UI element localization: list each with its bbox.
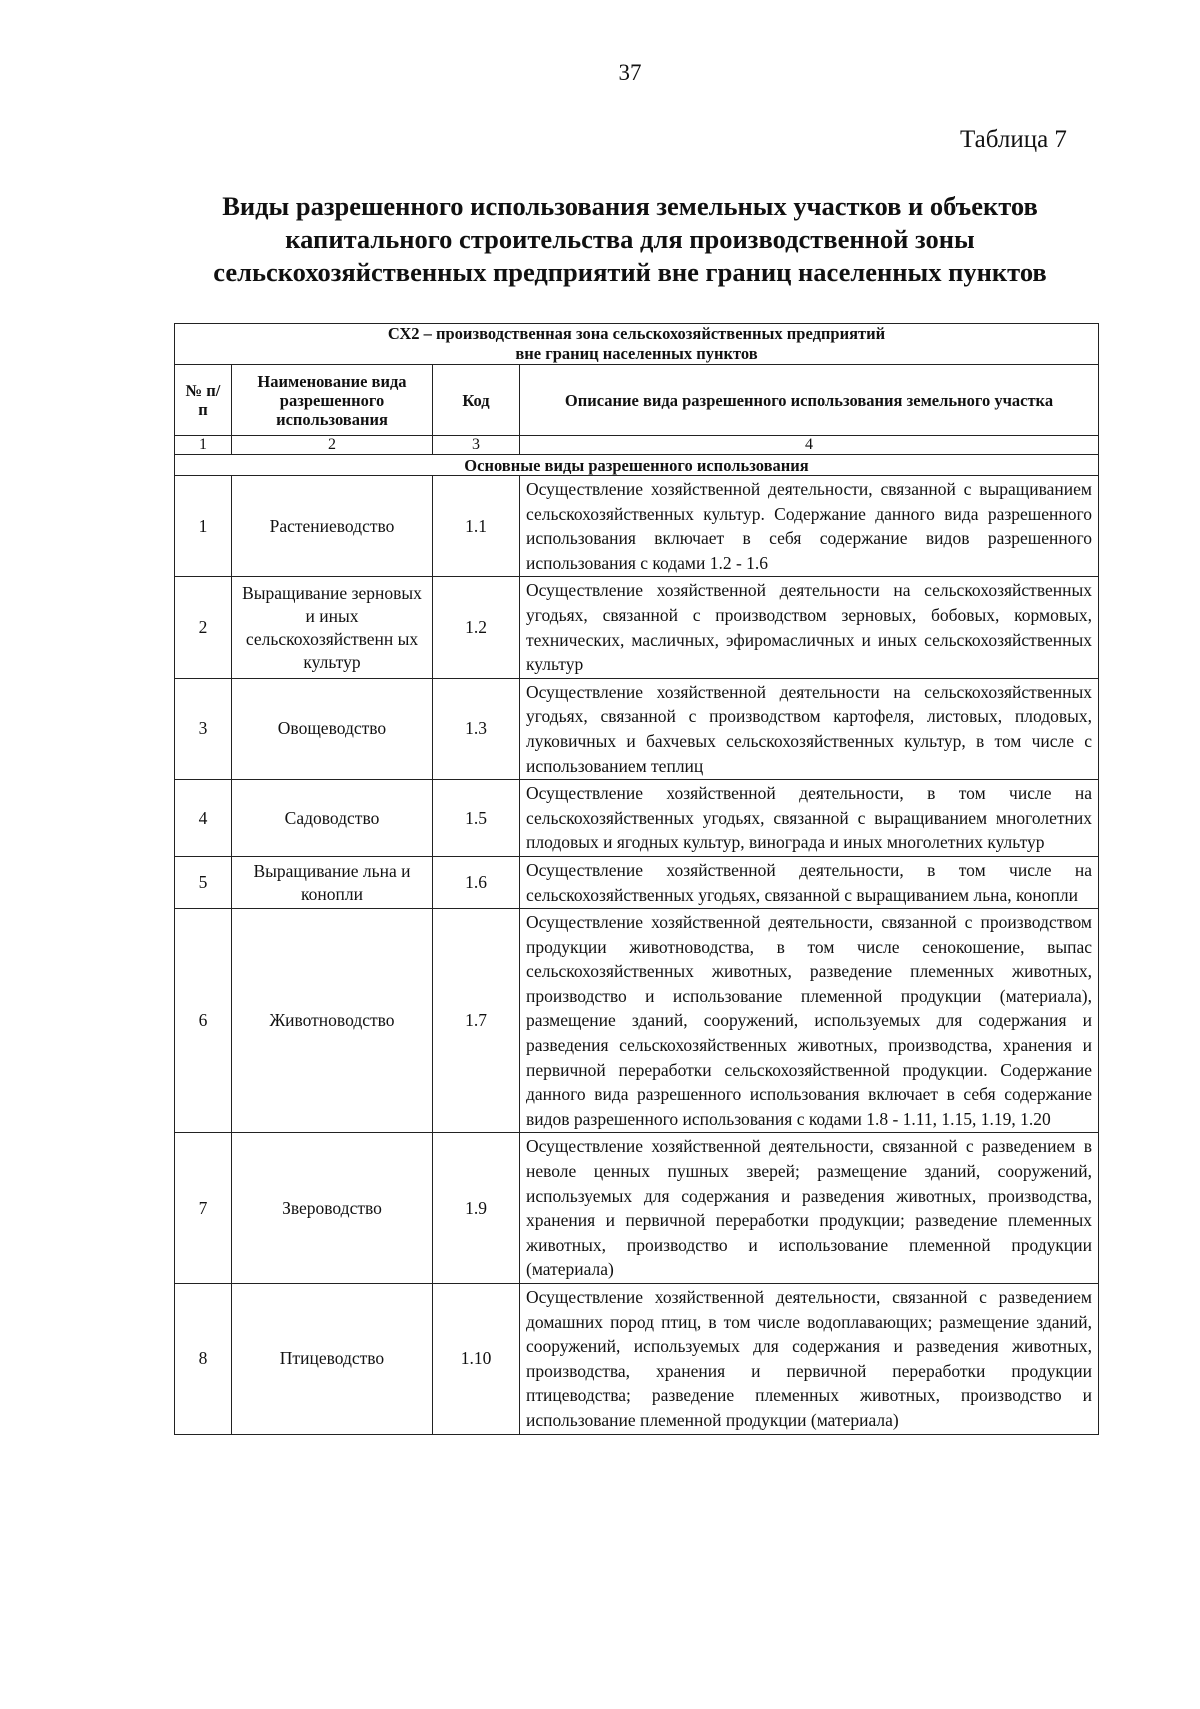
row-number: 7 bbox=[175, 1133, 232, 1284]
use-type-name: Овощеводство bbox=[232, 678, 433, 779]
row-number: 3 bbox=[175, 678, 232, 779]
table-row bbox=[175, 678, 1099, 779]
table-row bbox=[175, 856, 1099, 908]
use-type-name: Звероводство bbox=[232, 1133, 433, 1284]
row-number: 1 bbox=[175, 476, 232, 577]
column-number-row bbox=[175, 436, 1099, 455]
row-number: 2 bbox=[175, 577, 232, 678]
zone-header bbox=[175, 324, 1099, 365]
title-line-2: капитального строительства для производственной зоны bbox=[285, 224, 975, 254]
use-type-name: Выращивание льна и конопли bbox=[232, 856, 433, 908]
use-type-description: Осуществление хозяйственной деятельности на сельскохозяйственных угодьях, связанной с производством зерновых, бобовых, кормовых, технических, масличных, эфиромасличных и иных сельскохозяйственных культур bbox=[520, 577, 1099, 678]
row-number: 5 bbox=[175, 856, 232, 908]
document-title bbox=[160, 190, 1100, 289]
use-type-name: Животноводство bbox=[232, 909, 433, 1133]
table-row bbox=[175, 1284, 1099, 1435]
section-row bbox=[175, 455, 1099, 476]
table-row bbox=[175, 780, 1099, 857]
use-type-code: 1.10 bbox=[433, 1284, 520, 1435]
column-header-num: № п/п bbox=[175, 365, 232, 436]
use-type-description: Осуществление хозяйственной деятельности, связанной с разведением в неволе ценных пушных зверей; размещение зданий, сооружений, используемых для содержания и разведения животных, производства, хранения и первичной переработки продукции; разведение племенных животных, производство и использование племенной продукции (материала) bbox=[520, 1133, 1099, 1284]
use-type-code: 1.3 bbox=[433, 678, 520, 779]
column-header-name: Наименование вида разрешенного использования bbox=[232, 365, 433, 436]
use-type-name: Растениеводство bbox=[232, 476, 433, 577]
use-type-description: Осуществление хозяйственной деятельности, в том числе на сельскохозяйственных угодьях, связанной с выращиванием многолетних плодовых и ягодных культур, винограда и иных многолетних культур bbox=[520, 780, 1099, 857]
use-type-description: Осуществление хозяйственной деятельности, связанной с выращиванием сельскохозяйственных культур. Содержание данного вида разрешенного использования включает в себя содержание видов разрешенного использования с кодами 1.2 - 1.6 bbox=[520, 476, 1099, 577]
use-type-description: Осуществление хозяйственной деятельности, связанной с производством продукции животноводства, в том числе сенокошение, выпас сельскохозяйственных животных, разведение племенных животных, производство и использование племенной продукции (материала), размещение зданий, сооружений, используемых для содержания и разведения сельскохозяйственных животных, производства, хранения и первичной переработки сельскохозяйственной продукции. Содержание данного вида разрешенного использования включает в себя содержание видов разрешенного использования с кодами 1.8 - 1.11, 1.15, 1.19, 1.20 bbox=[520, 909, 1099, 1133]
use-type-code: 1.7 bbox=[433, 909, 520, 1133]
use-type-description: Осуществление хозяйственной деятельности, связанной с разведением домашних пород птиц, в том числе водоплавающих; размещение зданий, сооружений, используемых для содержания и разведения животных, производства, хранения и первичной переработки продукции птицеводства; разведение племенных животных, производство и использование племенной продукции (материала) bbox=[520, 1284, 1099, 1435]
use-type-description: Осуществление хозяйственной деятельности на сельскохозяйственных угодьях, связанной с производством картофеля, листовых, плодовых, луковичных и бахчевых сельскохозяйственных культур, в том числе с использованием теплиц bbox=[520, 678, 1099, 779]
table-row bbox=[175, 476, 1099, 577]
land-use-table bbox=[174, 323, 1099, 1435]
use-type-name: Выращивание зерновых и иных сельскохозяйственн ых культур bbox=[232, 577, 433, 678]
use-type-code: 1.5 bbox=[433, 780, 520, 857]
column-header-code: Код bbox=[433, 365, 520, 436]
column-header-description: Описание вида разрешенного использования земельного участка bbox=[520, 365, 1099, 436]
zone-header-row bbox=[175, 324, 1099, 365]
table-row bbox=[175, 909, 1099, 1133]
section-title: Основные виды разрешенного использования bbox=[175, 455, 1099, 476]
use-type-code: 1.1 bbox=[433, 476, 520, 577]
title-line-3: сельскохозяйственных предприятий вне границ населенных пунктов bbox=[213, 257, 1047, 287]
use-type-code: 1.9 bbox=[433, 1133, 520, 1284]
row-number: 4 bbox=[175, 780, 232, 857]
use-type-code: 1.6 bbox=[433, 856, 520, 908]
column-number-4: 4 bbox=[520, 436, 1099, 455]
column-number-1: 1 bbox=[175, 436, 232, 455]
use-type-description: Осуществление хозяйственной деятельности, в том числе на сельскохозяйственных угодьях, связанной с выращиванием льна, конопли bbox=[520, 856, 1099, 908]
table-row bbox=[175, 1133, 1099, 1284]
use-type-code: 1.2 bbox=[433, 577, 520, 678]
use-type-name: Птицеводство bbox=[232, 1284, 433, 1435]
title-line-1: Виды разрешенного использования земельных участков и объектов bbox=[222, 191, 1038, 221]
row-number: 8 bbox=[175, 1284, 232, 1435]
column-number-2: 2 bbox=[232, 436, 433, 455]
page-number: 37 bbox=[618, 60, 642, 85]
use-type-name: Садоводство bbox=[232, 780, 433, 857]
column-header-row bbox=[175, 365, 1099, 436]
column-number-3: 3 bbox=[433, 436, 520, 455]
table-label: Таблица 7 bbox=[960, 126, 1067, 153]
row-number: 6 bbox=[175, 909, 232, 1133]
zone-header-line-1: СХ2 – производственная зона сельскохозяйственных предприятий bbox=[387, 324, 886, 343]
table-row bbox=[175, 577, 1099, 678]
zone-header-line-2: вне границ населенных пунктов bbox=[515, 344, 758, 363]
